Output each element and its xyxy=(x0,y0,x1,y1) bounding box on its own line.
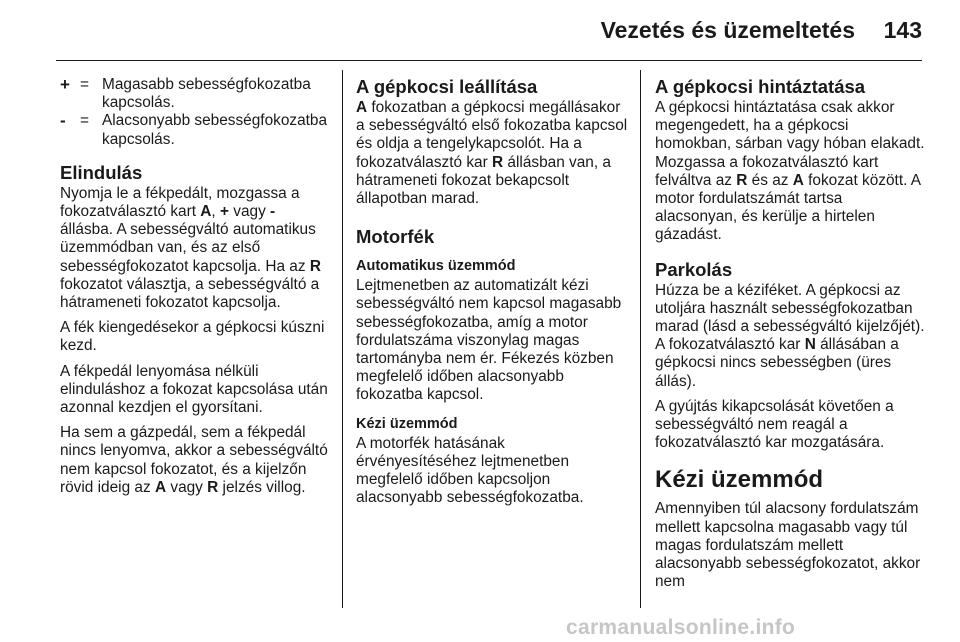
section-heading-leallitas: A gépkocsi leállítása xyxy=(356,76,538,97)
column-divider-2 xyxy=(640,70,641,608)
legend-text: Alacsonyabb sebességfokozatba kapcsolás. xyxy=(102,112,328,148)
legend-equals: = xyxy=(80,112,89,130)
watermark: carmanualsonline.info xyxy=(566,616,796,639)
paragraph: A gyújtás kikapcsolását követően a sebességváltó nem reagál a fokozatválasztó kar mozgatására. xyxy=(655,397,894,452)
page-header xyxy=(0,0,960,60)
subheading-kezi: Kézi üzemmód xyxy=(356,415,458,432)
paragraph: Ha sem a gázpedál, sem a fékpedál nincs lenyomva, akkor a sebességváltó nem kapcsol fokozatot, és a kijelzőn rövid ideig az A vagy R jelzés villog. xyxy=(60,424,328,496)
section-heading-kezi-uzemmod: Kézi üzemmód xyxy=(655,466,824,494)
paragraph: A motorfék hatásának érvényesítéséhez lejtmenetben megfelelő időben kapcsoljon alacsonyabb sebességfokozatba. xyxy=(356,434,584,507)
section-heading-motorfek: Motorfék xyxy=(356,226,435,248)
paragraph: Nyomja le a fékpedált, mozgassa a fokozatválasztó kart A, + vagy - állásba. A sebességváltó automatikus üzemmódban van, és az első sebességfokozatot kapcsolja. Ha az R fokozatot választja, a sebességváltó a hátrameneti fokozatot kapcsolja. xyxy=(60,184,321,312)
column-1 xyxy=(60,76,328,504)
legend-item-up xyxy=(60,76,328,112)
header-rule xyxy=(56,60,922,61)
paragraph: Húzza be a kéziféket. A gépkocsi az utoljára használt sebességfokozatban marad (lásd a sebességváltó kijelzőjét). A fokozatválasztó kar N állásában a gépkocsi nincs sebességben (üres állás). xyxy=(655,281,925,390)
section-heading-hintaztatas: A gépkocsi hintáztatása xyxy=(655,76,866,97)
legend-text: Magasabb sebességfokozatba kapcsolás. xyxy=(102,76,311,112)
paragraph: A fék kiengedésekor a gépkocsi kúszni kezd. xyxy=(60,319,325,355)
section-heading-elindulas: Elindulás xyxy=(60,161,143,183)
subheading-automatikus: Automatikus üzemmód xyxy=(356,258,516,275)
page-number: 143 xyxy=(883,17,922,43)
paragraph: A fékpedál lenyomása nélküli elinduláshoz a fokozat kapcsolása után azonnal kezdjen el gyorsítani. xyxy=(60,362,328,417)
column-3 xyxy=(655,76,925,598)
legend-equals: = xyxy=(80,76,89,93)
paragraph: Lejtmenetben az automatizált kézi sebességváltó nem kapcsol magasabb sebességfokozatba, amíg a motor fordulatszáma viszonylag magas tartományba nem ér. Fékezés közben megfelelő időben alacsonyabb fokozatba kapcsol. xyxy=(356,277,622,404)
section-heading-parkolas: Parkolás xyxy=(655,258,733,280)
legend-symbol: - xyxy=(60,111,66,131)
paragraph: A gépkocsi hintáztatása csak akkor megengedett, ha a gépkocsi homokban, sárban vagy hóban elakadt. Mozgassa a fokozatválasztó kart felváltva az R és az A fokozat között. A motor fordulatszámát tartsa alacsonyan, és kerülje a hirtelen gázadást. xyxy=(655,99,925,244)
column-2 xyxy=(356,76,628,514)
paragraph: A fokozatban a gépkocsi megállásakor a sebességváltó első fokozatba kapcsol és oldja a tengelykapcsolót. Ha a fokozatválasztó kar R állásban van, a hátrameneti fokozat bekapcsolt állapotban marad. xyxy=(356,99,628,208)
paragraph: Amennyiben túl alacsony fordulatszám mellett kapcsolna magasabb vagy túl magas fordulatszám mellett alacsonyabb sebességfokozatot, akkor nem xyxy=(655,500,921,591)
legend-item-down xyxy=(60,112,328,148)
legend-symbol: + xyxy=(60,75,70,94)
header-title: Vezetés és üzemeltetés xyxy=(600,17,855,43)
column-divider-1 xyxy=(342,70,343,608)
